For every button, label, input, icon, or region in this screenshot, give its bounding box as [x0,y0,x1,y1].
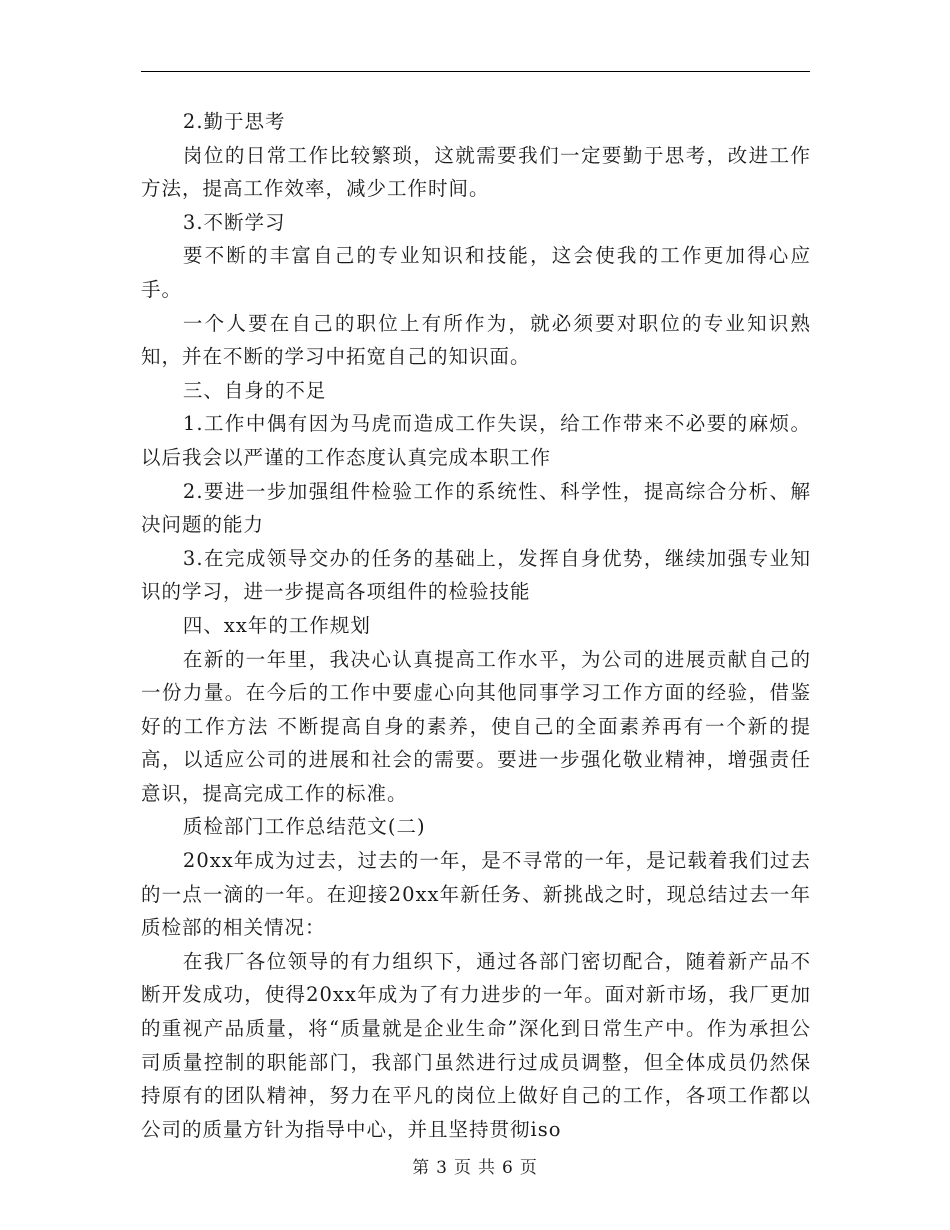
paragraph: 20xx年成为过去，过去的一年，是不寻常的一年，是记载着我们过去的一点一滴的一年。在迎接20xx年新任务、新挑战之时，现总结过去一年质检部的相关情况： [141,849,811,940]
paragraph: 3.在完成领导交办的任务的基础上，发挥自身优势，继续加强专业知识的学习，进一步提高各项组件的检验技能 [141,546,811,604]
heading-shortcomings: 三、自身的不足 [182,378,327,402]
paragraph: 在新的一年里，我决心认真提高工作水平，为公司的进展贡献自己的一份力量。在今后的工作中要虚心向其他同事学习工作方面的经验，借鉴好的工作方法 不断提高自身的素养，使自己的全面素养再有一个新的提高，以适应公司的进展和社会的需要。要进一步强化敬业精神，增强责任意识，提高完成工作的标准。 [141,647,811,805]
paragraph: 2.要进一步加强组件检验工作的系统性、科学性，提高综合分析、解决问题的能力 [141,479,811,537]
current-page-number: 3 [436,1158,448,1178]
footer-label-total-unit: 页 [519,1158,538,1178]
header-rule [141,71,810,72]
paragraph: 要不断的丰富自己的专业知识和技能，这会使我的工作更加得心应手。 [141,244,811,301]
footer-label-page-unit: 页 [454,1158,472,1178]
heading-think-diligently: 2.勤于思考 [182,110,286,133]
document-body [141,105,811,1146]
heading-work-plan: 四、xx年的工作规划 [182,613,371,637]
paragraph: 岗位的日常工作比较繁琐，这就需要我们一定要勤于思考，改进工作方法，提高工作效率，减少工作时间。 [141,143,811,201]
paragraph: 1.工作中偶有因为马虎而造成工作失误，给工作带来不必要的麻烦。以后我会以严谨的工作态度认真完成本职工作 [141,412,811,469]
section-title: 质检部门工作总结范文(二) [182,815,426,839]
paragraph: 一个人要在自己的职位上有所作为，就必须要对职位的专业知识熟知，并在不断的学习中拓宽自己的知识面。 [141,311,811,369]
total-pages-number: 6 [502,1158,514,1178]
paragraph: 在我厂各位领导的有力组织下，通过各部门密切配合，随着新产品不断开发成功，使得20xx年成为了有力进步的一年。面对新市场，我厂更加的重视产品质量，将“质量就是企业生命”深化到日常生产中。作为承担公司质量控制的职能部门，我部门虽然进行过成员调整，但全体成员仍然保持原有的团队精神，努力在平凡的岗位上做好自己的工作，各项工作都以公司的质量方针为指导中心，并且坚持贯彻iso [141,949,811,1141]
page-footer [0,1153,950,1178]
footer-label-total: 共 [478,1158,496,1178]
footer-label-page: 第 [412,1158,431,1178]
heading-keep-learning: 3.不断学习 [182,210,286,234]
